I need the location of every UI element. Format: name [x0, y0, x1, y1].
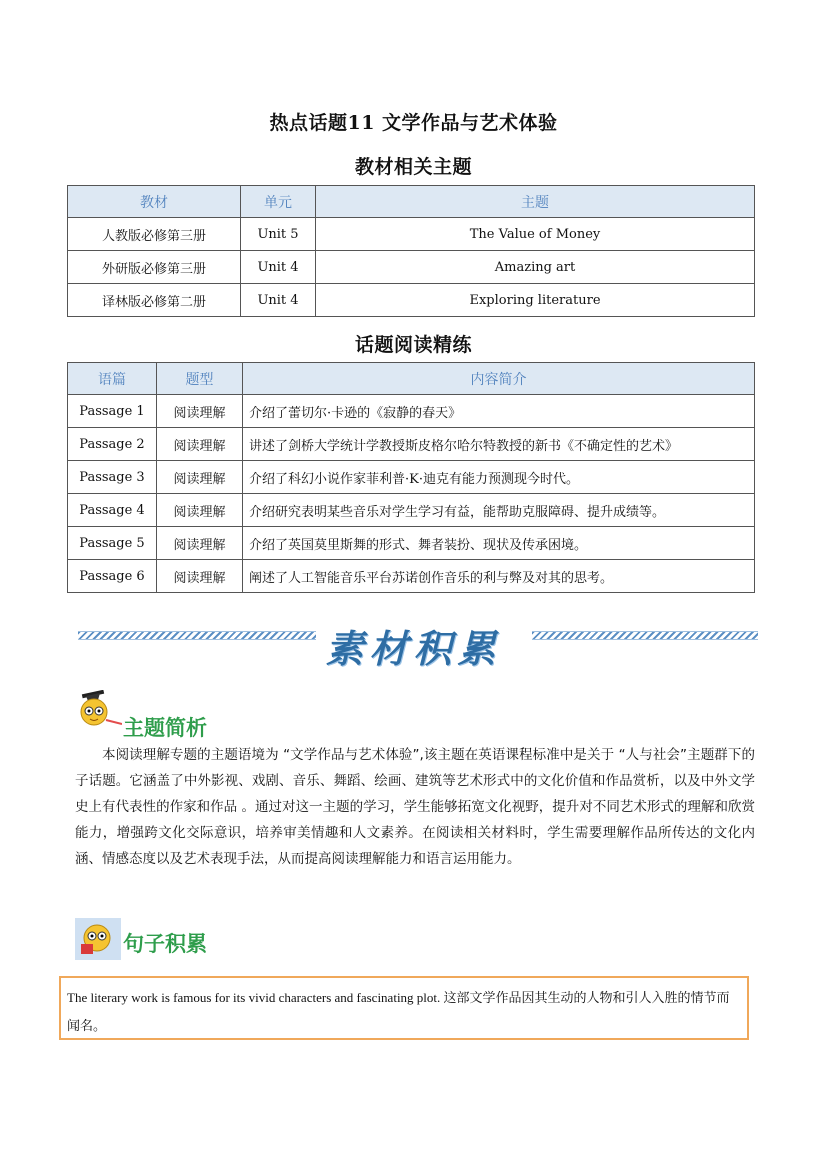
table-cell: 讲述了剑桥大学统计学教授斯皮格尔哈尔特教授的新书《不确定性的艺术》: [243, 428, 755, 461]
theme-analysis-heading: 主题简析: [123, 716, 207, 740]
table-cell: Exploring literature: [316, 284, 755, 317]
table-cell: 阅读理解: [157, 560, 243, 593]
table-cell: Passage 6: [68, 560, 157, 593]
theme-paragraph: 本阅读理解专题的主题语境为 “文学作品与艺术体验”,该主题在英语课程标准中是关于 “人与社会”主题群下的子话题。它涵盖了中外影视、戏剧、音乐、舞蹈、绘画、建筑等艺术形式中的文化价值和作品赏析，以及中外文学史上有代表性的作家和作品 。通过对这一主题的学习，学生能够拓宽文化视野，提升对不同艺术形式的理解和欣赏能力，增强跨文化交际意识，培养审美情趣和人文素养。在阅读相关材料时，学生需要理解作品所传达的文化内涵、情感态度以及艺术表现手法，从而提高阅读理解能力和语言运用能力。: [75, 747, 755, 867]
table-cell: Amazing art: [316, 251, 755, 284]
table-cell: 阐述了人工智能音乐平台苏诺创作音乐的利与弊及对其的思考。: [243, 560, 755, 593]
table-cell: 外研版必修第三册: [68, 251, 241, 284]
table-cell: 介绍了科幻小说作家菲利普·K·迪克有能力预测现今时代。: [243, 461, 755, 494]
table-row: [68, 284, 755, 317]
column-header: 题型: [157, 363, 243, 395]
table-row: [68, 527, 755, 560]
table-cell: 阅读理解: [157, 428, 243, 461]
table-cell: 阅读理解: [157, 395, 243, 428]
sentence-accumulation-heading: 句子积累: [123, 932, 207, 956]
example-sentence-box: [59, 976, 749, 1040]
table-row: [68, 560, 755, 593]
reading-table: [67, 362, 755, 593]
column-header: 单元: [241, 186, 316, 218]
table-cell: Unit 5: [241, 218, 316, 251]
table-cell: 介绍了蕾切尔·卡逊的《寂静的春天》: [243, 395, 755, 428]
table-row: [68, 461, 755, 494]
table-cell: 阅读理解: [157, 527, 243, 560]
table-row: [68, 494, 755, 527]
mascot-reading-icon: [75, 918, 121, 960]
mascot-graduate-icon: [76, 690, 122, 732]
table-cell: Passage 4: [68, 494, 157, 527]
table-cell: 介绍了英国莫里斯舞的形式、舞者装扮、现状及传承困境。: [243, 527, 755, 560]
table-cell: The Value of Money: [316, 218, 755, 251]
section-banner: 素材积累: [325, 626, 502, 671]
table-cell: 译林版必修第二册: [68, 284, 241, 317]
table-row: [68, 395, 755, 428]
page-title: 热点话题11 文学作品与艺术体验: [269, 112, 558, 134]
column-header: 内容简介: [243, 363, 755, 395]
table-cell: Passage 2: [68, 428, 157, 461]
table-header-row: [68, 186, 755, 218]
table-cell: Unit 4: [241, 251, 316, 284]
table-cell: Unit 4: [241, 284, 316, 317]
table-cell: 阅读理解: [157, 494, 243, 527]
table-cell: 介绍研究表明某些音乐对学生学习有益，能帮助克服障碍、提升成绩等。: [243, 494, 755, 527]
table-cell: Passage 5: [68, 527, 157, 560]
table-cell: 人教版必修第三册: [68, 218, 241, 251]
column-header: 语篇: [68, 363, 157, 395]
table-row: [68, 428, 755, 461]
subtitle-reading: 话题阅读精练: [354, 334, 472, 356]
subtitle-textbook: 教材相关主题: [354, 156, 472, 178]
table-header-row: [68, 363, 755, 395]
table-cell: 阅读理解: [157, 461, 243, 494]
table-cell: Passage 3: [68, 461, 157, 494]
example-sentence: The literary work is famous for its vivid characters and fascinating plot. 这部文学作品因其生动的人物和引人入胜的情节而闻名。: [67, 990, 730, 1033]
column-header: 主题: [316, 186, 755, 218]
table-row: [68, 251, 755, 284]
textbook-table: [67, 185, 755, 317]
table-row: [68, 218, 755, 251]
column-header: 教材: [68, 186, 241, 218]
table-cell: Passage 1: [68, 395, 157, 428]
